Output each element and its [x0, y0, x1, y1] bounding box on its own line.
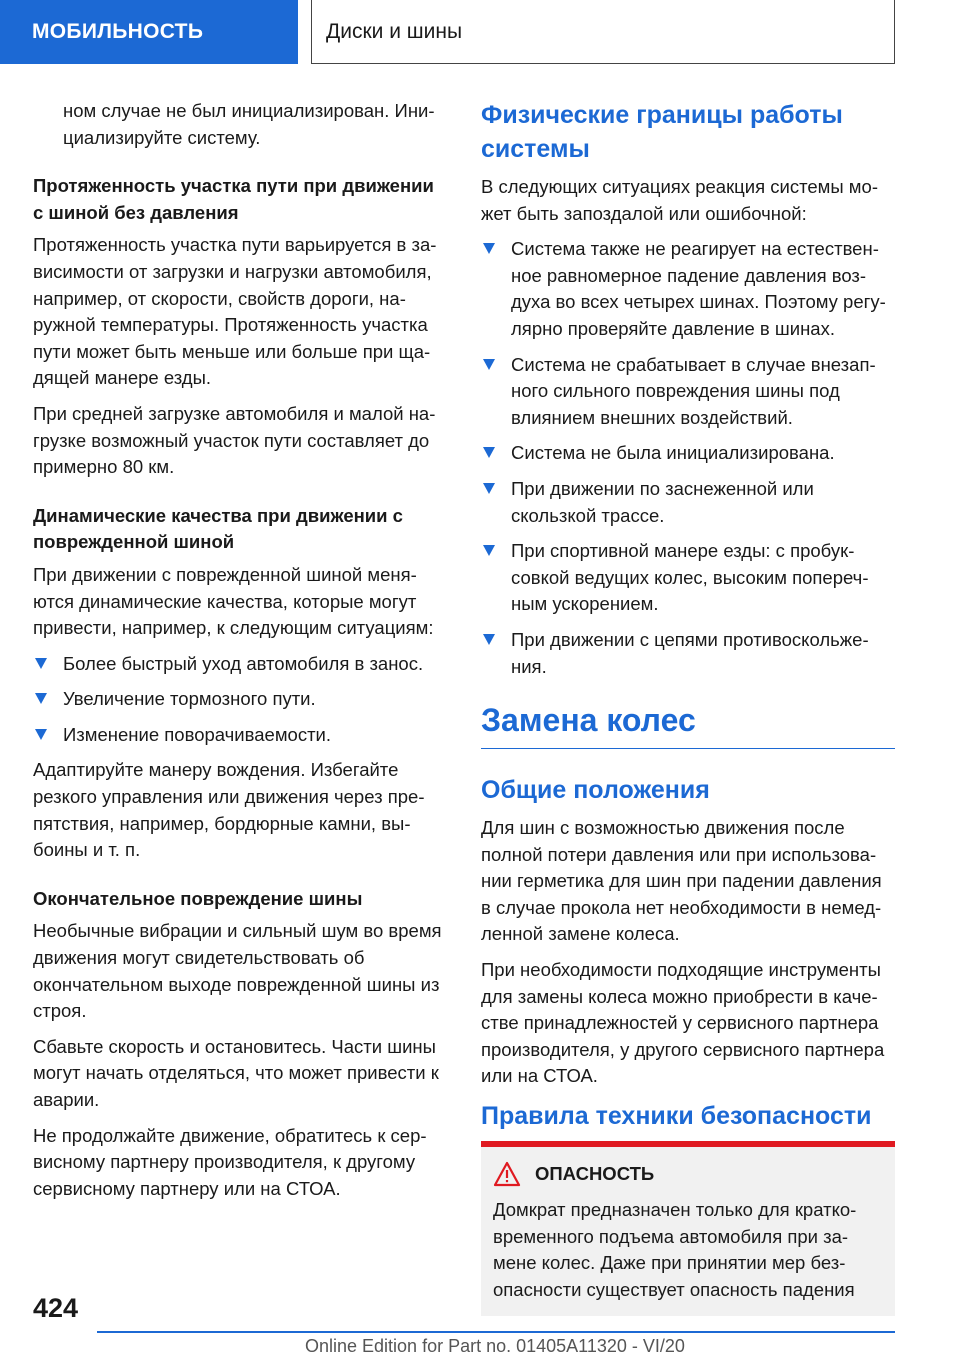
heading-dynamics: Динамические качества при движении с поврежденной шиной	[33, 504, 403, 553]
warning-triangle-icon	[493, 1161, 521, 1187]
danger-box	[481, 1141, 895, 1316]
general-paragraph-1: Для шин с возможностью движения после полной потери давления или при использовании герметика для шин при падении давления в случае прокола нет необходимости в немедленной замене колеса.	[481, 817, 882, 945]
list-item: Увеличение тормозного пути.	[33, 686, 447, 713]
list-item: При движении по заснеженной или скользкой трассе.	[481, 476, 895, 529]
heading-limits: Физические границы работы системы	[481, 101, 843, 163]
danger-header	[493, 1161, 883, 1187]
triangle-bullet-icon	[483, 359, 495, 370]
footer-rule	[97, 1331, 895, 1333]
heading-safety: Правила техники безопасности	[481, 1102, 872, 1131]
section-title: МОБИЛЬНОСТЬ	[32, 20, 204, 43]
chapter-title: Диски и шины	[326, 19, 463, 43]
triangle-bullet-icon	[483, 447, 495, 458]
list-item: Более быстрый уход автомобиля в занос.	[33, 651, 447, 678]
page-number: 424	[33, 1293, 79, 1323]
limits-paragraph: В следующих ситуациях реакция системы может быть запоздалой или ошибочной:	[481, 176, 878, 224]
right-column	[481, 98, 895, 1316]
list-item: Система не срабатывает в случае внезапного сильного повреждения шины под влиянием внешних воздействий.	[481, 352, 895, 432]
triangle-bullet-icon	[483, 545, 495, 556]
heading-distance: Протяженность участка пути при движении с шиной без давления	[33, 175, 434, 223]
danger-text: Домкрат предназначен только для кратковременного подъема автомобиля при замене колес. Даже при принятии мер безопасности существует опасность падения	[493, 1199, 857, 1300]
heading-general: Общие положения	[481, 776, 710, 805]
triangle-bullet-icon	[483, 634, 495, 645]
heading-rule	[481, 748, 895, 749]
triangle-bullet-icon	[35, 693, 47, 704]
dynamics-paragraph-2: Адаптируйте манеру вождения. Избегайте резкого управления или движения через препятствия, например, бордюрные камни, выбоины и т. п.	[33, 759, 425, 861]
chapter-header	[311, 0, 895, 64]
danger-title: ОПАСНОСТЬ	[535, 1163, 655, 1185]
heading-wheel-change: Замена колес	[481, 702, 696, 739]
triangle-bullet-icon	[35, 729, 47, 740]
list-item: При спортивной манере езды: с пробуксовкой ведущих колес, высоким поперечным ускорением.	[481, 538, 895, 618]
heading-final-damage: Окончательное повреждение шины	[33, 887, 363, 909]
final-paragraph-2: Сбавьте скорость и остановитесь. Части шины могут начать отделяться, что может привести к аварии.	[33, 1035, 439, 1110]
left-column	[33, 98, 447, 1211]
list-item: Система не была инициализирована.	[481, 440, 895, 467]
final-paragraph-1: Необычные вибрации и сильный шум во время движения могут свидетельствовать об окончательном выходе поврежденной шины из строя.	[33, 920, 442, 1022]
list-item: При движении с цепями противоскольжения.	[481, 627, 895, 680]
distance-paragraph-1: Протяженность участка пути варьируется в зависимости от загрузки и нагрузки автомобиля, например, от скорости, свойств дороги, наружной температуры. Протяженность участка пути может быть меньше или больше при щадящей манере езды.	[33, 234, 437, 389]
list-item: Система также не реагирует на естественное равномерное падение давления воздуха во всех четырех шинах. Поэтому регулярно проверяйте давление в шинах.	[481, 236, 895, 342]
list-item: Изменение поворачиваемости.	[33, 722, 447, 749]
final-paragraph-3: Не продолжайте движение, обратитесь к сервисному партнеру производителя, к другому сервисному партнеру или на СТОА.	[33, 1124, 427, 1199]
triangle-bullet-icon	[35, 658, 47, 669]
distance-paragraph-2: При средней загрузке автомобиля и малой нагрузке возможный участок пути составляет до примерно 80 км.	[33, 402, 436, 478]
dynamics-paragraph-1: При движении с поврежденной шиной меняются динамические качества, которые могут привести, например, к следующим ситуациям:	[33, 563, 434, 639]
intro-paragraph: ном случае не был инициализирован. Инициализируйте систему.	[63, 100, 435, 148]
general-paragraph-2: При необходимости подходящие инструменты для замены колеса можно приобрести в качестве принадлежностей у сервисного партнера производителя, у другого сервисного партнера или на СТОА.	[481, 959, 885, 1087]
triangle-bullet-icon	[483, 243, 495, 254]
section-tab	[0, 0, 298, 64]
limits-list	[481, 236, 895, 680]
dynamics-list	[33, 651, 447, 749]
triangle-bullet-icon	[483, 483, 495, 494]
footer-edition: Online Edition for Part no. 01405A11320 - VI/20	[305, 1336, 685, 1356]
